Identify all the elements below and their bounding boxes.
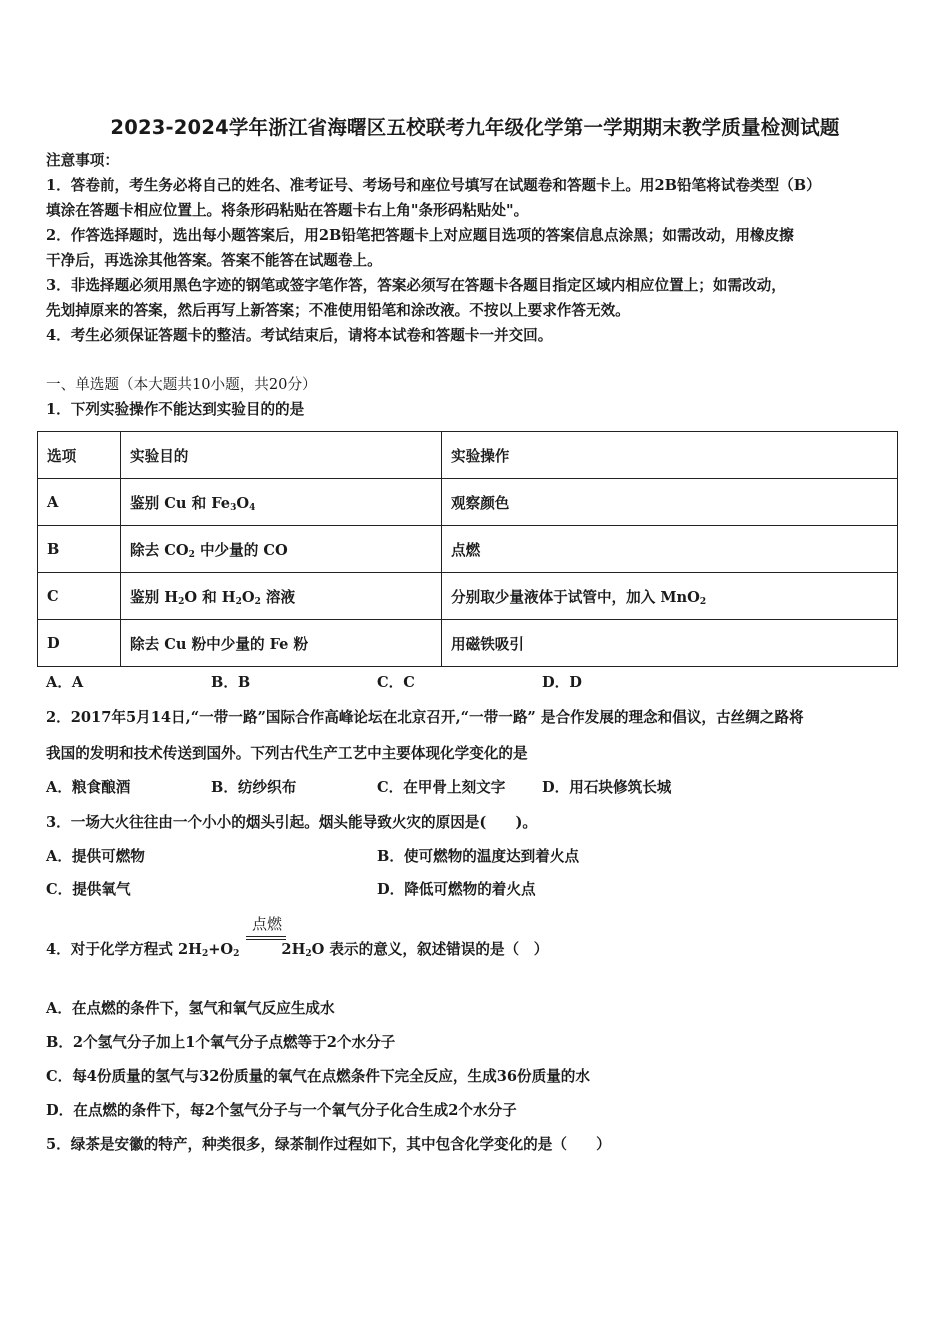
q3-option-b: B．使可燃物的温度达到着火点 [377,848,580,865]
table-row [38,573,898,620]
table-header: 实验目的 [121,432,442,479]
q2-option-a: A．粮食酿酒 [46,779,131,796]
table-header-row [38,432,898,479]
q4-option-a: A．在点燃的条件下，氢气和氧气反应生成水 [46,1000,335,1017]
table-row [38,620,898,667]
table-header: 实验操作 [442,432,898,479]
notice-line: 先划掉原来的答案，然后再写上新答案；不准使用铅笔和涂改液。不按以上要求作答无效。 [46,302,630,319]
table-header: 选项 [38,432,121,479]
goal-cell: 除去 $CO_2$ 中少量的 CO [121,526,442,573]
option-cell: D [38,620,121,667]
option-cell: A [38,479,121,526]
q4-option-c: C．每4份质量的氢气与32份质量的氧气在点燃条件下完全反应，生成36份质量的水 [46,1068,590,1085]
experiment-table [37,431,898,667]
operation-cell: 观察颜色 [442,479,898,526]
notice-line: 填涂在答题卡相应位置上。将条形码粘贴在答题卡右上角"条形码粘贴处"。 [46,202,529,219]
q4-option-b: B．2个氢气分子加上1个氧气分子点燃等于2个水分子 [46,1034,396,1051]
goal-cell: 鉴别 $H_2O$ 和 $H_2O_2$ 溶液 [121,573,442,620]
q2-option-d: D．用石块修筑长城 [542,779,672,796]
operation-cell: 用磁铁吸引 [442,620,898,667]
goal-cell: 除去 Cu 粉中少量的 Fe 粉 [121,620,442,667]
q3-option-d: D．降低可燃物的着火点 [377,881,536,898]
notice-line: 4．考生必须保证答题卡的整洁。考试结束后，请将本试卷和答题卡一并交回。 [46,327,553,344]
option-cell: C [38,573,121,620]
notice-line: 3．非选择题必须用黑色字迹的钢笔或签字笔作答，答案必须写在答题卡各题目指定区域内相应位置上；如需改动， [46,277,786,294]
q1-option-c: C．C [377,674,415,691]
q1-option-b: B．B [211,674,251,691]
reaction-condition: 点燃 [251,915,282,933]
q2-option-b: B．纺纱织布 [211,779,297,796]
notice-line: 1．答卷前，考生务必将自己的姓名、准考证号、考场号和座位号填写在试题卷和答题卡上。用2B铅笔将试卷类型（B） [46,177,821,194]
question-4-stem: 4．对于化学方程式 $2H_2+O_2$ $2H_2O$ 表示的意义，叙述错误的是（ ） [46,941,549,959]
q4-option-d: D．在点燃的条件下，每2个氢气分子与一个氧气分子化合生成2个水分子 [46,1102,517,1119]
q2-option-c: C．在甲骨上刻文字 [377,779,506,796]
notice-line: 干净后，再选涂其他答案。答案不能答在试题卷上。 [46,252,382,269]
q1-option-a: A．A [46,674,84,691]
operation-cell: 点燃 [442,526,898,573]
question-3-stem: 3．一场大火往往由一个小小的烟头引起。烟头能导致火灾的原因是( )。 [46,814,537,831]
page-title: 2023-2024学年浙江省海曙区五校联考九年级化学第一学期期末教学质量检测试题 [110,116,840,139]
q3-option-c: C．提供氧气 [46,881,131,898]
question-2-stem-cont: 我国的发明和技术传送到国外。下列古代生产工艺中主要体现化学变化的是 [46,745,528,762]
operation-cell: 分别取少量液体于试管中，加入 MnO$_2$ [442,573,898,620]
notice-heading: 注意事项： [46,152,119,169]
table-row [38,479,898,526]
q1-option-d: D．D [542,674,582,691]
section-heading: 一、单选题（本大题共10小题，共20分） [46,376,317,393]
equation-line [246,936,286,937]
question-1-stem: 1．下列实验操作不能达到实验目的的是 [46,401,305,418]
option-cell: B [38,526,121,573]
notice-line: 2．作答选择题时，选出每小题答案后，用2B铅笔把答题卡上对应题目选项的答案信息点涂黑；如需改动，用橡皮擦 [46,227,794,244]
table-row [38,526,898,573]
goal-cell: 鉴别 Cu 和 $Fe_3O_4$ [121,479,442,526]
q3-option-a: A．提供可燃物 [46,848,145,865]
question-2-stem: 2．2017年5月14日,“一带一路”国际合作高峰论坛在北京召开,“一带一路” 是合作发展的理念和倡议，古丝绸之路将 [46,709,804,726]
question-5-stem: 5．绿茶是安徽的特产，种类很多，绿茶制作过程如下，其中包含化学变化的是（ ） [46,1136,611,1153]
